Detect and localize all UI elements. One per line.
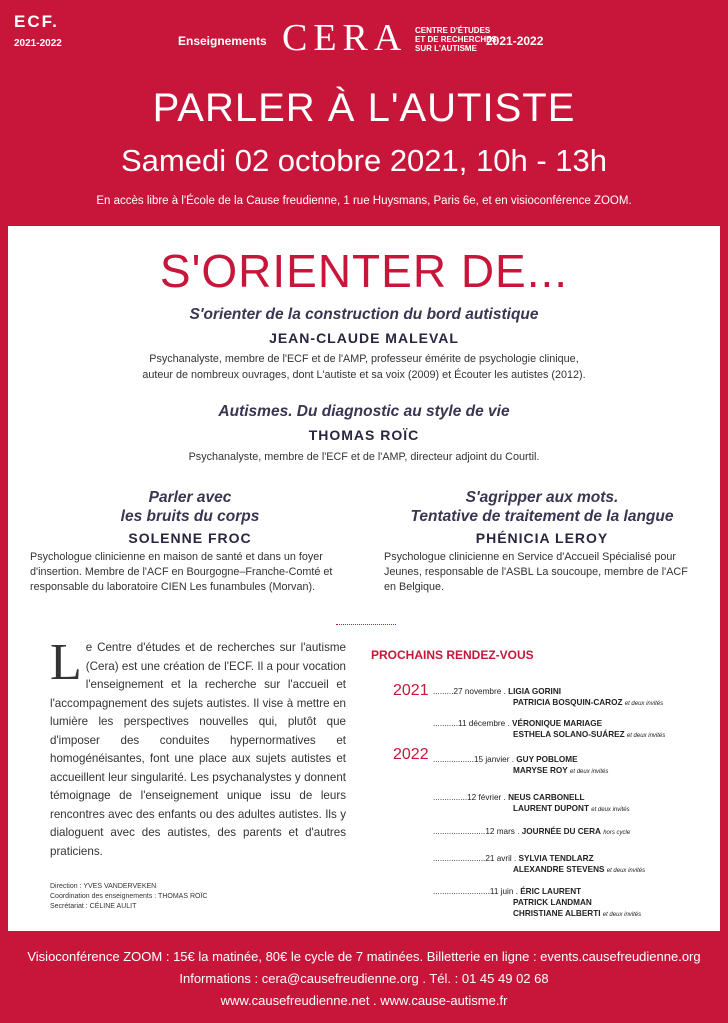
year-2022: 2022	[393, 746, 429, 763]
talk3-title-1: Parler avec	[148, 489, 232, 506]
cera-sub-line: CENTRE D'ÉTUDES	[415, 26, 491, 35]
event-note: et deux invités	[602, 912, 642, 918]
event-speaker: ESTHELA SOLANO-SUÁREZ	[513, 730, 625, 739]
event-item	[433, 686, 663, 710]
header	[0, 0, 728, 225]
event-note: et deux invités	[570, 769, 609, 775]
talk2-title: Autismes. Du diagnostic au style de vie	[218, 403, 510, 420]
event-speaker: LIGIA GORINI	[508, 687, 562, 696]
cera-logo: CERA	[282, 17, 408, 59]
talk4-desc: Psychologue clinicienne en Service d'Accueil Spécialisé pour Jeunes, responsable de l'ASBL La soucoupe, membre de l'ACF en Belgique.	[384, 551, 688, 593]
year-2021: 2021	[393, 682, 429, 699]
event-date: ...............12 février .	[433, 793, 506, 802]
talk2-desc: Psychanalyste, membre de l'ECF et de l'AMP, directeur adjoint du Courtil.	[188, 451, 540, 463]
ecf-year: 2021-2022	[14, 38, 62, 49]
event-date: Samedi 02 octobre 2021, 10h - 13h	[120, 143, 607, 178]
talk4-title-2: Tentative de traitement de la langue	[410, 508, 674, 525]
credit-line: Coordination des enseignements : THOMAS ROÏC	[50, 893, 208, 900]
event-speaker: PATRICK LANDMAN	[513, 898, 592, 907]
talk1-title: S'orienter de la construction du bord autistique	[189, 306, 539, 323]
footer-line-contact: Informations : cera@causefreudienne.org . Tél. : 01 45 49 02 68	[179, 971, 549, 986]
cera-sub-line: SUR L'AUTISME	[415, 44, 477, 53]
event-speaker: PATRICIA BOSQUIN-CAROZ	[513, 698, 623, 707]
header-year: 2021-2022	[486, 34, 544, 48]
event-speaker: ALEXANDRE STEVENS	[513, 865, 605, 874]
page-title: PARLER À L'AUTISTE	[152, 86, 576, 130]
event-speaker: SYLVIA TENDLARZ	[518, 854, 594, 863]
cera-description	[50, 634, 346, 861]
event-item	[433, 718, 665, 742]
credits	[50, 882, 207, 912]
event-note: hors cycle	[603, 830, 631, 836]
footer-line-websites: www.causefreudienne.net . www.cause-autisme.fr	[220, 993, 508, 1008]
cera-sub-line: ET DE RECHERCHES	[415, 35, 497, 44]
event-note: et deux invités	[624, 701, 664, 707]
event-speaker: VÉRONIQUE MARIAGE	[512, 719, 603, 728]
talk4	[384, 488, 700, 595]
section-heading: S'ORIENTER DE...	[159, 245, 569, 297]
event-date: .......................12 mars .	[433, 827, 520, 836]
event-date: ..................15 janvier .	[433, 755, 514, 764]
credit-line: Direction : YVES VANDERVEKEN	[50, 883, 157, 890]
event-date: .......................21 avril .	[433, 854, 517, 863]
talk2-speaker: THOMAS ROÏC	[308, 427, 420, 443]
event-note: et deux invités	[606, 868, 646, 874]
event-date: ...........11 décembre .	[433, 719, 510, 728]
event-speaker: JOURNÉE DU CERA	[521, 827, 601, 836]
talk3	[30, 488, 350, 595]
talk1-desc-2: auteur de nombreux ouvrages, dont L'autiste et sa voix (2009) et Écouter les autistes (2012).	[142, 369, 586, 381]
footer-line-pricing: Visioconférence ZOOM : 15€ la matinée, 80€ le cycle de 7 matinées. Billetterie en ligne : events.causefreudienne.org	[27, 949, 701, 964]
enseignements-label: Enseignements	[178, 34, 267, 48]
ecf-logo: ECF.	[14, 12, 59, 31]
event-speaker: GUY POBLOME	[516, 755, 578, 764]
rdv-title: PROCHAINS RENDEZ-VOUS	[371, 648, 534, 662]
event-speaker: MARYSE ROY	[513, 766, 568, 775]
body-paragraph: e Centre d'études et de recherches sur l'autisme (Cera) est une création de l'ECF. Il a pour vocation l'enseignement et la recherche sur l'accueil et l'accompagnement des sujets autistes. Il vise à mettre en lumière les perspectives nouvelles qui, plutôt que d'imposer des conduites hypernormatives et homogénéisantes, font une place aux sujets autistes et accueillent leur singularité. Les psychanalystes y donnent témoignage de l'enseignement unique issu de leurs rencontres avec des enfants ou des adultes autistes. Ils y dialoguent avec des autistes, des parents et d'autres praticiens.	[50, 641, 346, 858]
event-item	[433, 792, 630, 816]
event-speaker: NEUS CARBONELL	[508, 793, 585, 802]
event-speaker: CHRISTIANE ALBERTI	[513, 909, 601, 918]
event-item	[433, 853, 645, 877]
event-item	[433, 754, 608, 778]
talk4-speaker: PHÉNICIA LEROY	[475, 530, 609, 546]
talk4-title-1: S'agripper aux mots.	[465, 489, 619, 506]
event-item	[433, 826, 630, 839]
credit-line: Secrétariat : CÉLINE AULIT	[50, 903, 137, 910]
event-note: et deux invités	[591, 807, 630, 813]
talk1-desc-1: Psychanalyste, membre de l'ECF et de l'AMP, professeur émérite de psychologie clinique,	[149, 353, 579, 365]
access-info: En accès libre à l'École de la Cause freudienne, 1 rue Huysmans, Paris 6e, et en visioconférence ZOOM.	[96, 195, 632, 207]
talk3-speaker: SOLENNE FROC	[128, 530, 252, 546]
event-note: et deux invités	[626, 733, 666, 739]
event-item	[433, 886, 641, 921]
event-speaker: LAURENT DUPONT	[513, 804, 589, 813]
talk1-speaker: JEAN-CLAUDE MALEVAL	[269, 330, 459, 346]
event-speaker: ÉRIC LAURENT	[520, 887, 582, 896]
talk3-title-2: les bruits du corps	[120, 508, 260, 525]
dropcap: L	[50, 634, 82, 691]
divider	[336, 624, 396, 625]
main-panel	[8, 226, 720, 931]
event-date: .........27 novembre .	[433, 687, 506, 696]
footer	[0, 946, 728, 1012]
talk3-desc: Psychologue clinicienne en maison de santé et dans un foyer d'insertion. Membre de l'ACF en Bourgogne–Franche-Comté et responsable du laboratoire CIEN Les funambules (Morvan).	[30, 551, 333, 593]
event-date: .........................11 juin .	[433, 887, 518, 896]
